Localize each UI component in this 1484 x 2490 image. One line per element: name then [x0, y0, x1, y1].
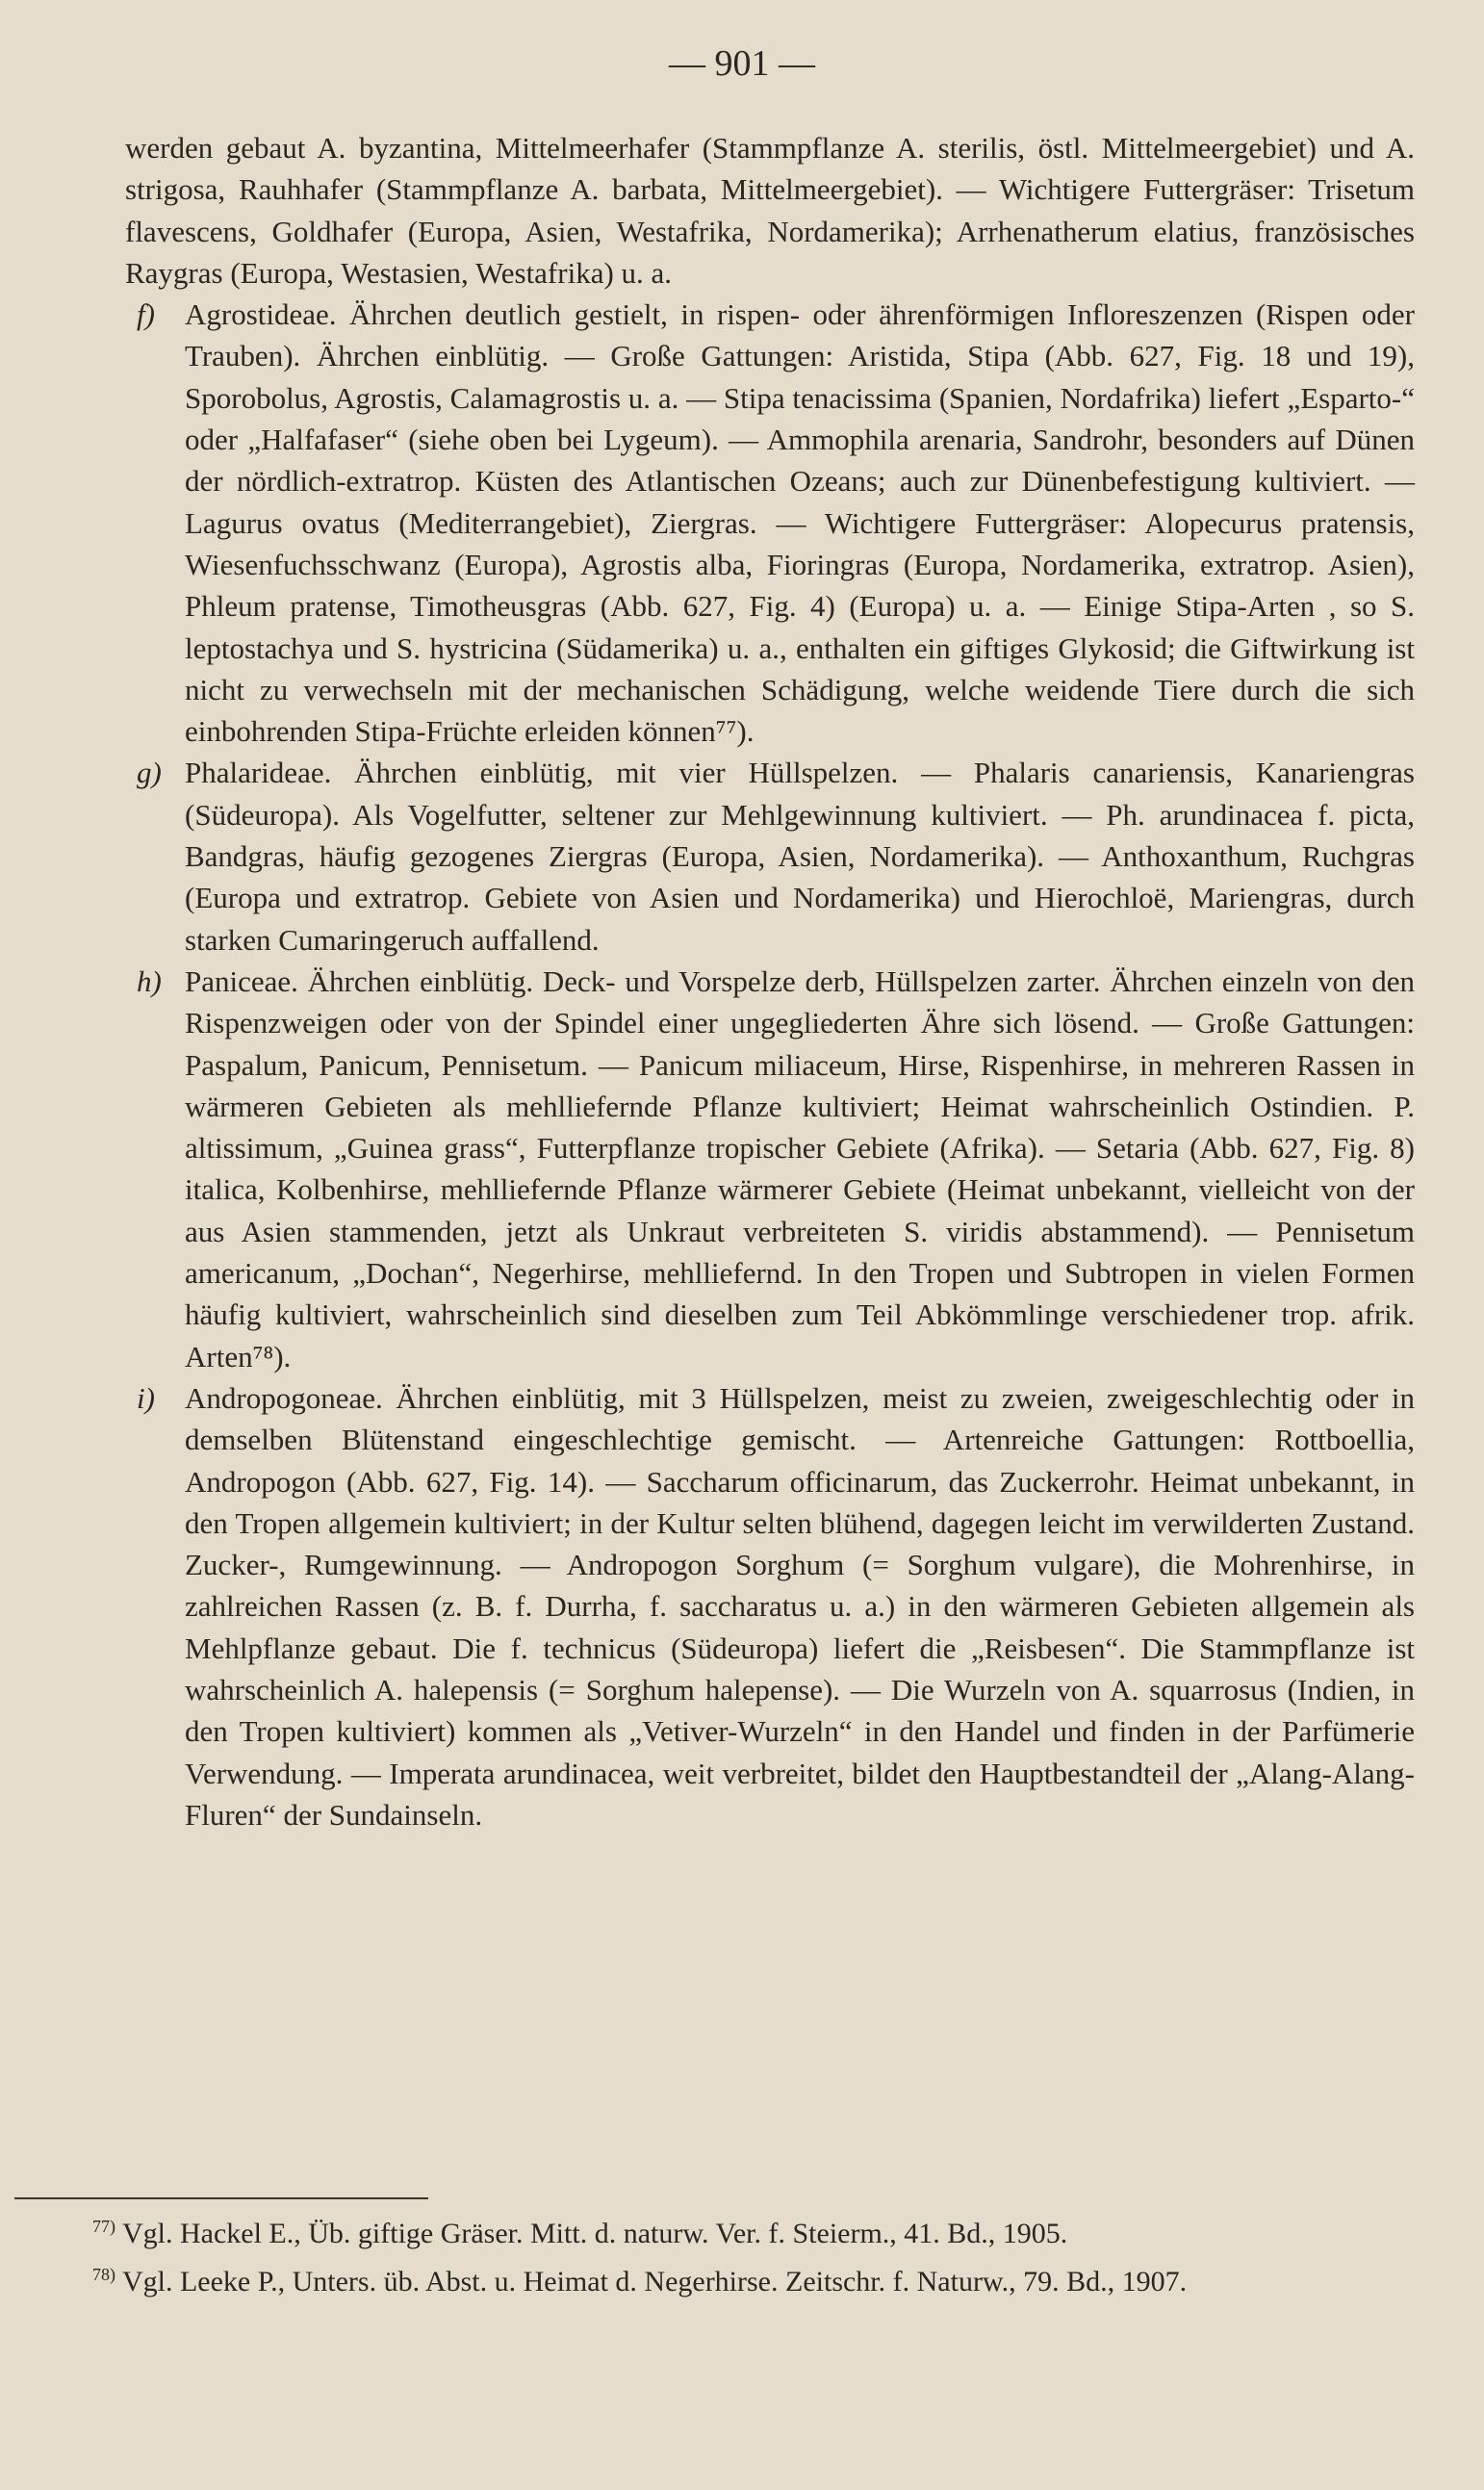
footnote-77: [14, 2206, 1415, 2254]
paragraph-text: werden gebaut A. byzantina, Mittelmeerhafer (Stammpflanze A. sterilis, östl. Mittelmeergebiet) und A. strigosa, Rauhhafer (Stammpflanze A. barbata, Mittelmeergebiet). — Wichtigere Futtergräser: Trisetum flavescens, Goldhafer (Europa, Asien, Westafrika, Nordamerika); Arrhenatherum elatius, französisches Raygras (Europa, Westasien, Westafrika) u. a.: [125, 131, 1415, 290]
item-label: h): [137, 963, 162, 998]
footnote-divider: [14, 2197, 428, 2199]
paragraph-andropogoneae: [125, 1377, 1415, 1835]
footnote-mark: 78): [92, 2265, 115, 2284]
paragraph-text: Agrostideae. Ährchen deutlich gestielt, in rispen- oder ährenförmigen Infloreszenzen (Rispen oder Trauben). Ährchen einblütig. — Große Gattungen: Aristida, Stipa (Abb. 627, Fig. 18 und 19), Sporobolus, Agrostis, Calamagrostis u. a. — Stipa tenacissima (Spanien, Nordafrika) liefert „Esparto-“ oder „Halfafaser“ (siehe oben bei Lygeum). — Ammophila arenaria, Sandrohr, besonders auf Dünen der nördlich-extratrop. Küsten des Atlantischen Ozeans; auch zur Dünenbefestigung kultiviert. — Lagurus ovatus (Mediterrangebiet), Ziergras. — Wichtigere Futtergräser: Alopecurus pratensis, Wiesenfuchsschwanz (Europa), Agrostis alba, Fioringras (Europa, Nordamerika, extratrop. Asien), Phleum pratense, Timotheusgras (Abb. 627, Fig. 4) (Europa) u. a. — Einige Stipa-Arten , so S. leptostachya und S. hystricina (Südamerika) u. a., enthalten ein giftiges Glykosid; die Giftwirkung ist nicht zu verwechseln mit der mechanischen Schädigung, welche weidende Tiere durch die sich einbohrenden Stipa-Früchte erleiden können⁷⁷).: [185, 297, 1415, 749]
item-label: i): [137, 1380, 155, 1415]
paragraph-text: Phalarideae. Ährchen einblütig, mit vier Hüllspelzen. — Phalaris canariensis, Kanariengras (Südeuropa). Als Vogelfutter, seltener zur Mehlgewinnung kultiviert. — Ph. arundinacea f. picta, Bandgras, häufig gezogenes Ziergras (Europa, Asien, Nordamerika). — Anthoxanthum, Ruchgras (Europa und extratrop. Gebiete von Asien und Nordamerika) und Hierochloë, Mariengras, durch starken Cumaringeruch auffallend.: [185, 756, 1415, 957]
footnote-mark: 77): [92, 2217, 115, 2236]
page-number: — 901 —: [669, 43, 815, 84]
footnote-text: Vgl. Leeke P., Unters. üb. Abst. u. Heimat d. Negerhirse. Zeitschr. f. Naturw., 79. Bd., 1907.: [121, 2266, 1188, 2297]
item-label: g): [137, 756, 162, 790]
footnotes: [14, 2206, 1415, 2302]
paragraph-paniceae: [125, 961, 1415, 1377]
footnote-text: Vgl. Hackel E., Üb. giftige Gräser. Mitt. d. naturw. Ver. f. Steierm., 41. Bd., 1905.: [121, 2218, 1068, 2249]
paragraph-text: Paniceae. Ährchen einblütig. Deck- und Vorspelze derb, Hüllspelzen zarter. Ährchen einzeln von den Rispenzweigen oder von der Spindel einer ungegliederten Ähre sich lösend. — Große Gattungen: Paspalum, Panicum, Pennisetum. — Panicum miliaceum, Hirse, Rispenhirse, in mehreren Rassen in wärmeren Gebieten als mehlliefernde Pflanze kultiviert; Heimat wahrscheinlich Ostindien. P. altissimum, „Guinea grass“, Futterpflanze tropischer Gebiete (Afrika). — Setaria (Abb. 627, Fig. 8) italica, Kolbenhirse, mehlliefernde Pflanze wärmerer Gebiete (Heimat unbekannt, vielleicht von der aus Asien stammenden, jetzt als Unkraut verbreiteten S. viridis abstammend). — Pennisetum americanum, „Dochan“, Negerhirse, mehlliefernd. In den Tropen und Subtropen in vielen Formen häufig kultiviert, wahrscheinlich sind dieselben zum Teil Abkömmlinge verschiedener trop. afrik. Arten⁷⁸).: [185, 963, 1415, 1373]
paragraph-phalarideae: [125, 752, 1415, 960]
paragraph-agrostideae: [125, 294, 1415, 752]
item-label: f): [137, 297, 155, 332]
paragraph-avena-continuation: [125, 127, 1415, 294]
footnote-78: [14, 2254, 1415, 2302]
main-text: [125, 127, 1415, 1835]
paragraph-text: Andropogoneae. Ährchen einblütig, mit 3 Hüllspelzen, meist zu zweien, zweigeschlechtig oder in demselben Blütenstand eingeschlechtige gemischt. — Artenreiche Gattungen: Rottboellia, Andropogon (Abb. 627, Fig. 14). — Saccharum officinarum, das Zuckerrohr. Heimat unbekannt, in den Tropen allgemein kultiviert; in der Kultur selten blühend, dagegen leicht im verwilderten Zustand. Zucker-, Rumgewinnung. — Andropogon Sorghum (= Sorghum vulgare), die Mohrenhirse, in zahlreichen Rassen (z. B. f. Durrha, f. saccharatus u. a.) in den wärmeren Gebieten allgemein als Mehlpflanze gebaut. Die f. technicus (Südeuropa) liefert die „Reisbesen“. Die Stammpflanze ist wahrscheinlich A. halepensis (= Sorghum halepense). — Die Wurzeln von A. squarrosus (Indien, in den Tropen kultiviert) kommen als „Vetiver-Wurzeln“ in den Handel und finden in der Parfümerie Verwendung. — Imperata arundinacea, weit verbreitet, bildet den Hauptbestandteil der „Alang-Alang-Fluren“ der Sundainseln.: [185, 1380, 1415, 1832]
